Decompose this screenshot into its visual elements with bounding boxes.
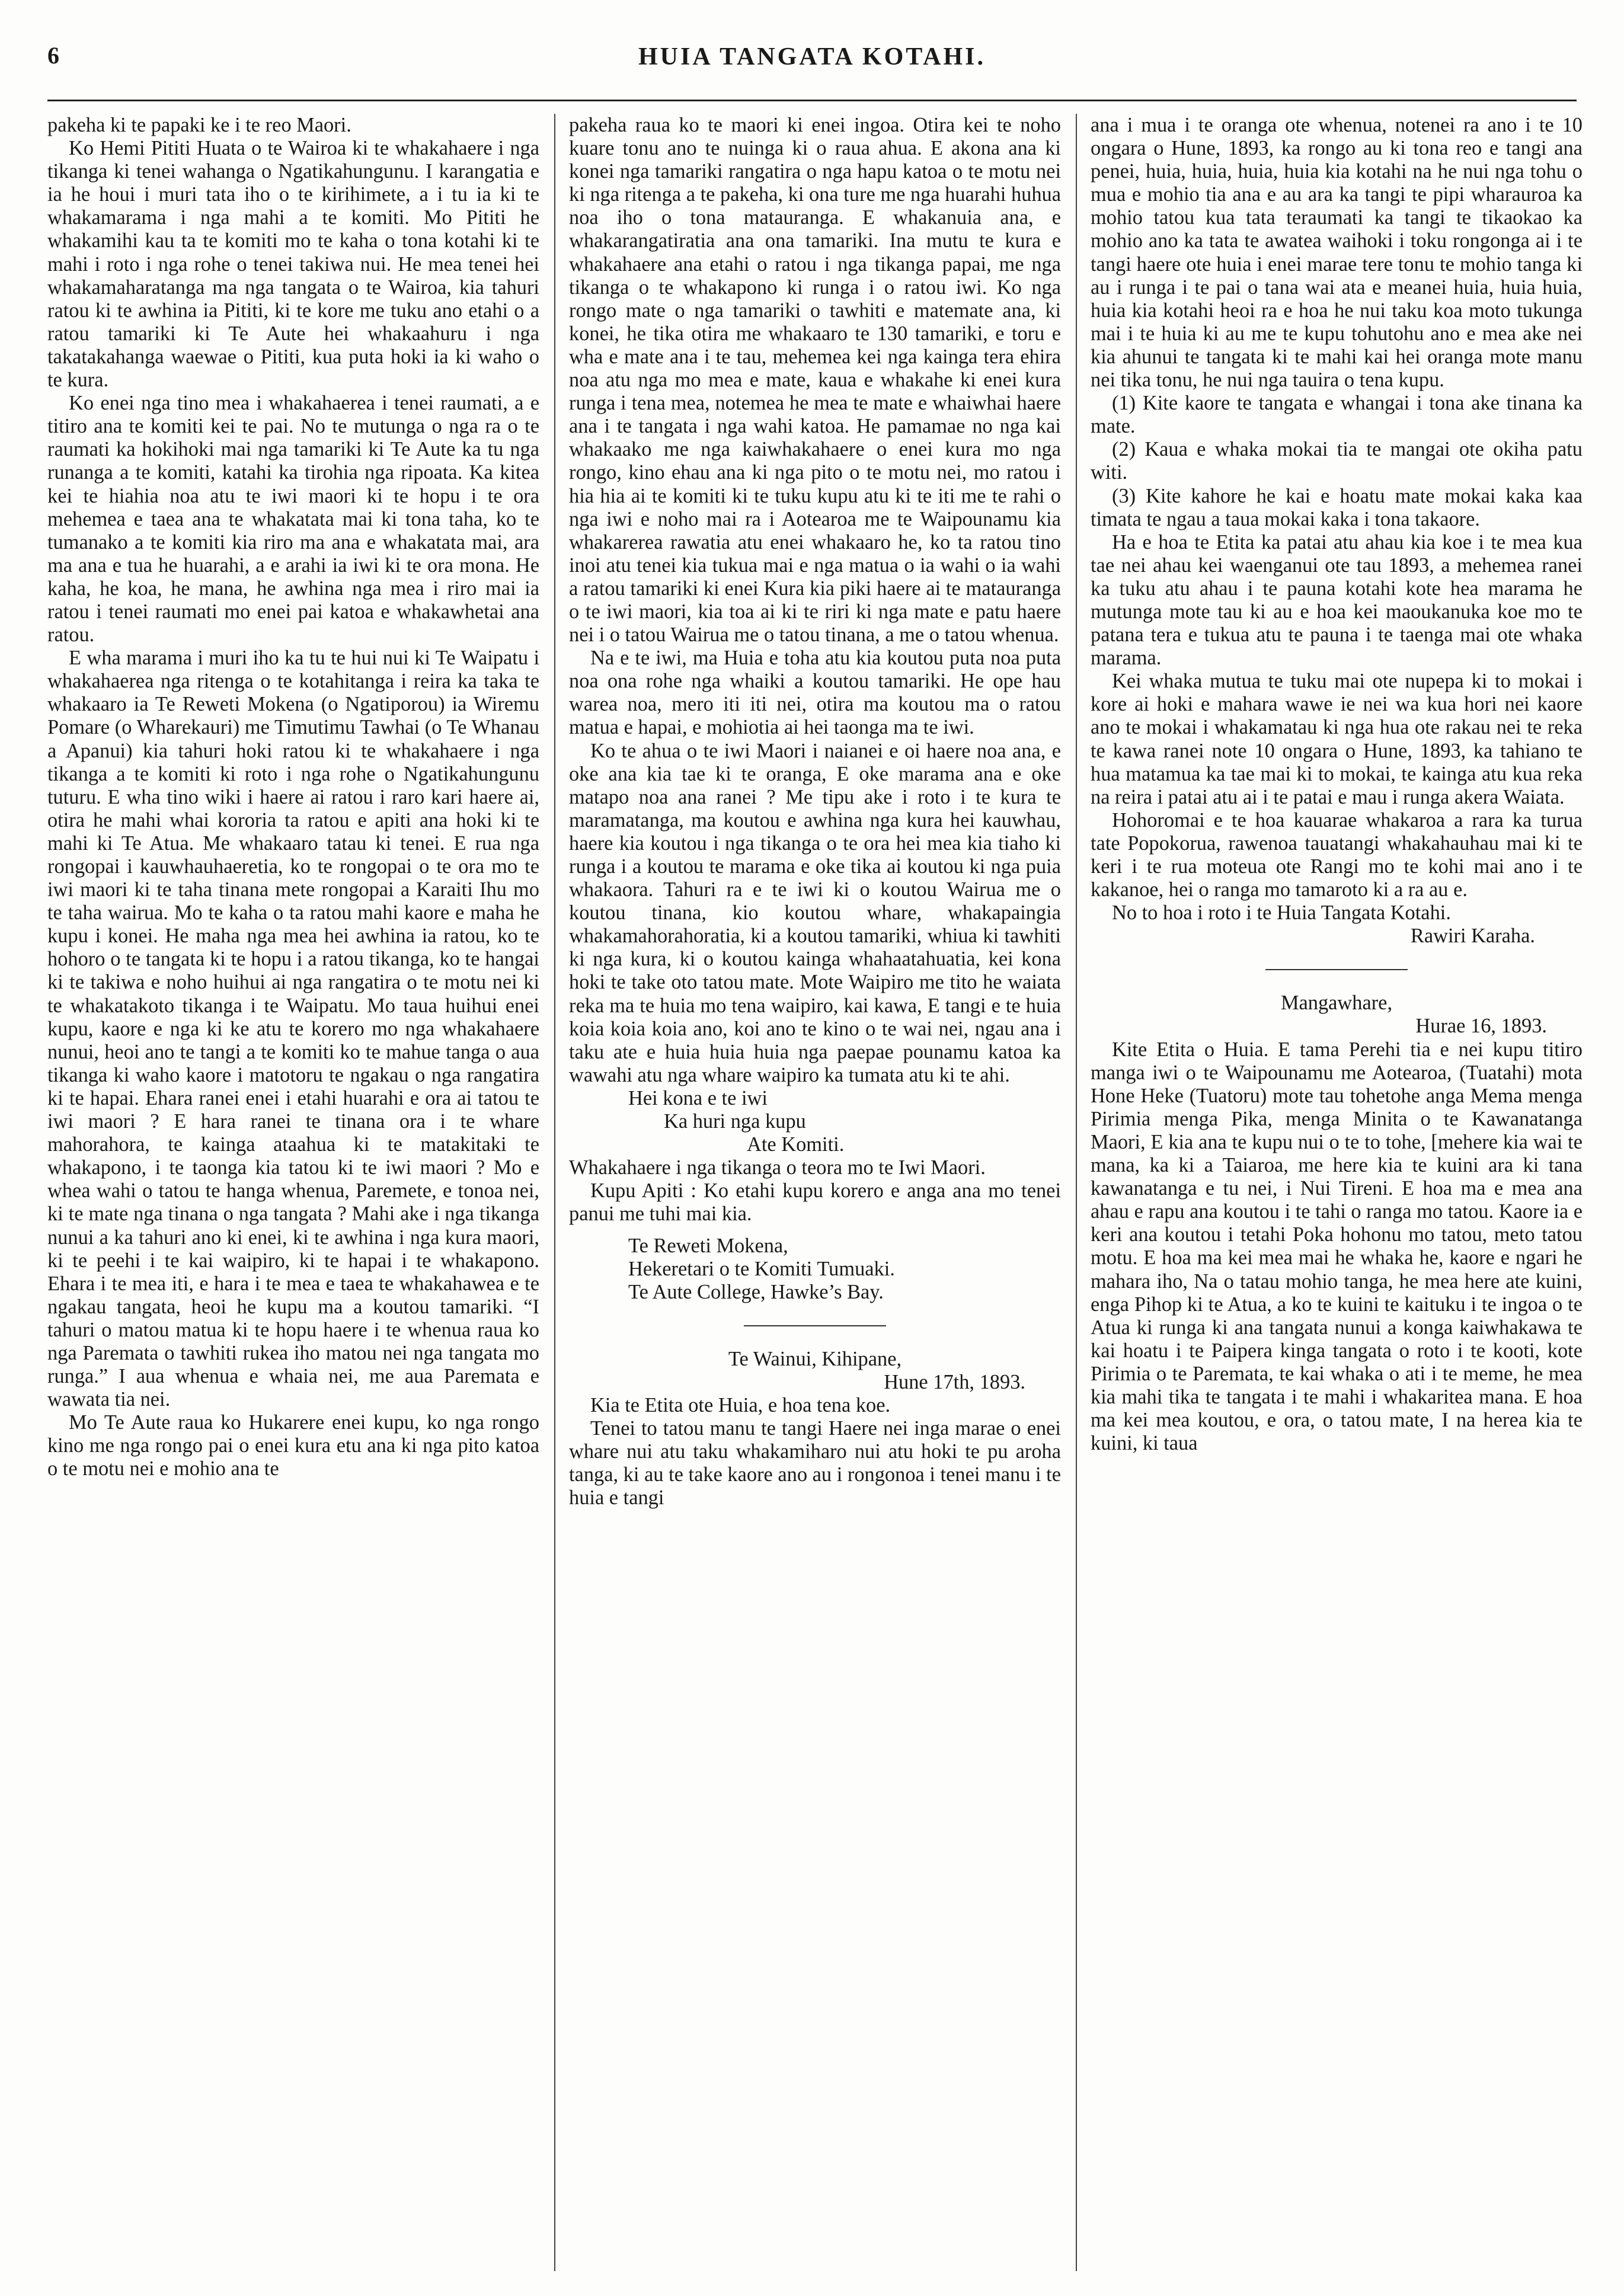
dateline: Te Wainui, Kihipane, — [728, 1347, 902, 1370]
signature-line: Hekeretari o te Komiti Tumuaki. — [628, 1257, 895, 1280]
page-header — [47, 36, 1577, 95]
article-paragraph: No to hoa i roto i te Huia Tangata Kotahi. — [1112, 901, 1451, 925]
article-paragraph: Whakahaere i nga tikanga o teora mo te Iwi Maori. — [569, 1156, 986, 1179]
text-column-3 — [1091, 114, 1583, 2271]
article-paragraph: pakeha ki te papaki ke i te reo Maori. — [47, 114, 351, 136]
signature-line: Te Aute College, Hawke’s Bay. — [628, 1280, 884, 1303]
text-column-2 — [569, 114, 1061, 2271]
header-rule — [47, 100, 1577, 101]
article-paragraph: Kia te Etita ote Huia, e hoa tena koe. — [590, 1393, 891, 1416]
article-paragraph: (3) Kite kahore he kai e hoatu mate mokai kaka kaa timata te ngau a taua mokai kaka i tona takaore. — [1091, 484, 1583, 530]
verse-line: Ate Komiti. — [747, 1133, 845, 1156]
column-rule-left — [554, 114, 555, 2271]
article-paragraph: E wha marama i muri iho ka tu te hui nui ki Te Waipatu i whakahaerea nga ritenga o te kotahitanga i reira ka taka te whakaaro ia Te Reweti Mokena (o Ngatiporou) ia Wiremu Pomare (o Wharekauri) me Timutimu Tawhai (o Te Whanau a Apanui) kia tahuri hoki ratou ki te whakahaere i nga tikanga a te komiti ki roto i nga rohe o Ngatikahungunu tuturu. E wha tino wiki i haere ai ratou i raro kari haere ai, otira he mahi whai kororia ta ratou e apiti ana hoki ki te mahi ki Te Atua. Me whakaaro tatau ki tenei. E rua nga rongopai i kauwhauhaeretia, ko te rongopai o te ora mo te iwi maori ki te taha tinana mete rongopai a Karaiti Ihu mo te taha wairua. Mo te kaha o ta ratou mahi kaore e maha he kupu i konei. He maha nga mea hei awhina ia ratou, ko te hohoro o te tangata ki te hopu i a ratou tikanga, ko te hangai ki te takiwa e noho huihui ai nga rangatira o te motu nei ki te whakatakoto tikanga i te Waipatu. Mo taua huihui enei kupu, kaore e nga ki ke atu te korero mo nga whakahaere nunui, heoi ano te tangi a te komiti ko te mahue tanga o aua tikanga ki waho kaore i matotoru te ngakau o nga rangatira ki te hapai. Ehara ranei enei i etahi huarahi e ora ai tatou te iwi maori ? E hara ranei te tinana ora i te whare mahorahora, te kainga ataahua ki te matakitaki te whakapono, i te taonga kia tatou ki te iwi maori ? Mo e whea wahi o tatou te hanga whenua, Paremete, e tonoa nei, ki te mate nga tinana o nga tangata ? Mahi ake i nga tikanga nunui a ka tahuri ano ki enei, ki te awhina i nga kura maori, ki te peehi i te kai waipiro, ki te hapai i te whakapono. Ehara i te mea iti, e hara i te mea e taea te whakahawea e te ngakau tangata, heoi he kupu ma a koutou tamariki. “I tahuri o matou matua ki te hopu haere i te whenua raua ko nga Paremata o tawhiti rukea iho matou nei nga tangata mo runga.” I aua whenua e whaia nei, me aua Paremata e wawata tia nei. — [47, 647, 539, 1411]
dateline: Hurae 16, 1893. — [1415, 1015, 1547, 1038]
section-divider — [744, 1325, 886, 1326]
article-paragraph: Kei whaka mutua te tuku mai ote nupepa ki to mokai i kore ai hoki e mahara wawe ie nei wa kua hori nei kaore ano te mokai i whakamatau ki nga hua ote rakau nei te reka te kawa ranei note 10 ongara o Hune, 1893, ka tahiano te hua matamua ka tae mai ki to mokai, te kainga atu kua reka na reira i patai atu ai i te patai e mau i runga akera Waiata. — [1091, 670, 1583, 808]
article-paragraph: pakeha raua ko te maori ki enei ingoa. Otira kei te noho kuare tonu ano te nuinga ki o raua ahua. E akona ana ki konei nga tamariki rangatira o nga hapu katoa o te motu nei ki nga ritenga a te pakeha, ki ona ture me nga huarahi huhua noa iho o tona matauranga. E whakanuia ana, e whakarangatiratia ana ona tamariki. Ina mutu te kura e whakahaere ana etahi o ratou i nga tikanga papai, me nga tikanga o te whakapono ki runga i o ratou iwi. Ko nga rongo mate o nga tamariki o tawhiti e matemate ana, ki konei, he tika otira me whakaaro te 130 tamariki, e toru e wha e mate ana i te tau, mehemea kei nga kainga tera ehira noa atu nga mo mea e mate, kaua e whakahe ki enei kura runga i tena mea, notemea he mea te mate e whaiwhai haere ana i te tangata i nga wahi katoa. He pamamae no nga kai whakaako me nga kaiwhakahaere o enei kura mo nga rongo, kino ehau ana ki nga pito o te motu nei, mo ratou i hia hia ai te komiti ki te tuku kupu atu ki te iti me te rahi o nga iwi e noho mai ra i Aotearoa me te Waipounamu kia whakarerea rawatia atu enei whakaaro he, ko ta ratou tino inoi atu tenei kia tukua mai e nga matua o ia wahi o ia wahi a ratou tamariki ki enei Kura kia piki haere ai te matauranga o te iwi maori, kia toa ai ki te riri ki nga mate e patu haere nei i o tatou Wairua me o tatou tinana, a me o tatou whenua. — [569, 114, 1061, 647]
article-paragraph: Ko te ahua o te iwi Maori i naianei e oi haere noa ana, e oke ana kia tae ki te oranga, E oke marama ana e oke matapo noa ana ranei ? Me tipu ake i roto i te kura te maramatanga, ma koutou e awhina nga kura hei kauwhau, haere kia koutou i nga tikanga o te ora hei mea kia tiaho ki runga i a koutou te marama e oke tika ai koutou ki nga puia whakaora. Tahuri ra e te iwi ki o koutou Wairua me o koutou tinana, kio koutou whare, whakapaingia whakamahorahoratia, ki a koutou tamariki, whiua ki tawhiti ki nga kura, ki o koutou kainga whahaatahuatia, kei kona hoki te take oto tatou mate. Mote Waipiro me tito he waiata reka ma te huia mo tena waipiro, kai kawa, E tangi e te huia koia koia koia ano, koi ano te kino o te wai nei, ngau ana i taku ate e huia huia huia nga paepae pounamu katoa ka wawahi atu nga whare waipiro ka tumata atu ki te ahi. — [569, 739, 1061, 1086]
article-paragraph: (2) Kaua e whaka mokai tia te mangai ote okiha patu witi. — [1091, 438, 1583, 484]
running-title: HUIA TANGATA KOTAHI. — [638, 43, 986, 71]
verse-line: Ka huri nga kupu — [664, 1110, 806, 1133]
text-column-1 — [47, 114, 539, 2271]
verse-line: Hei kona e te iwi — [628, 1086, 768, 1109]
article-paragraph: Mo Te Aute raua ko Hukarere enei kupu, ko nga rongo kino me nga rongo pai o enei kura etu ana ki nga pito katoa o te motu nei e mohio ana te — [47, 1411, 539, 1480]
dateline: Hune 17th, 1893. — [884, 1370, 1025, 1393]
page-number: 6 — [47, 42, 59, 69]
article-paragraph: (1) Kite kaore te tangata e whangai i tona ake tinana ka mate. — [1091, 392, 1583, 438]
section-divider — [1265, 969, 1408, 970]
signature-line: Rawiri Karaha. — [1410, 925, 1535, 948]
article-paragraph: Na e te iwi, ma Huia e toha atu kia koutou puta noa puta noa ona rohe nga whaiki a koutou tamariki. He ope hau warea noa, mero iti iti nei, otira ma koutou ma o ratou matua e hapai, e mohiotia ai hei taonga ma te iwi. — [569, 647, 1061, 739]
column-rule-right — [1076, 114, 1077, 2271]
article-paragraph: Kupu Apiti : Ko etahi kupu korero e anga ana mo tenei panui me tuhi mai kia. — [569, 1179, 1061, 1226]
article-paragraph: Ko enei nga tino mea i whakahaerea i tenei raumati, a e titiro ana te komiti kei te pai. No te mutunga o nga ra o te raumati ka hokihoki mai nga tamariki ki Te Aute ka tu nga runanga a te komiti, katahi ka tirohia nga ripoata. Ka kitea kei te hiahia noa atu te iwi maori ki te hopu i te ora mehemea e taea ana te whakatata mai ki tona taha, ko te tumanako a te komiti kia riro ma ana e whakatata mai, ara ma ana e tua he huarahi, a e arahi ia iwi ki te ora mona. He kaha, he koa, he mana, he awhina nga mea i riro mai ia ratou i tenei raumati mo enei pai katoa e whakawhetai ana ratou. — [47, 392, 539, 647]
signature-line: Te Reweti Mokena, — [628, 1234, 788, 1257]
article-paragraph: ana i mua i te oranga ote whenua, notenei ra ano i te 10 ongara o Hune, 1893, ka rongo au ki tona reo e tangi ana penei, huia, huia, huia, huia kia kotahi na he nui nga tohu o mua e mohio tia ana e au ara ka tangi te pipi wharauroa ka mohio tatou kua tata teraumati ka tangi te tikaokao ka mohio ano ka tata te awatea waihoki i toku rongonga ai i te tangi haere ote huia i enei marae tere tonu te mohio tanga ki au i runga i te pai o tana wai ata e meanei huia, huia huia, huia kia kotahi heoi ra e hoa he nui taku koa moto tukunga mai i te huia ki au me te kupu tohutohu ano e mea ake nei kia ahunui te tangata ki te mahi kai hei oranga mote manu nei tika tonu, he nui nga tauira o tena kupu. — [1091, 114, 1583, 392]
article-paragraph: Hohoromai e te hoa kauarae whakaroa a rara ka turua tate Popokorua, rawenoa tauatangi whakahauhau mai ki te keri i te rua moteua ote Rangi mo te kohi mai ano i te kakanoe, hei o ranga mo tamaroto ki a ra au e. — [1091, 808, 1583, 901]
article-paragraph: Ko Hemi Pititi Huata o te Wairoa ki te whakahaere i nga tikanga ki tenei wahanga o Ngatikahungunu. I karangatia e ia he houi i muri tata iho o te kirihimete, a i tu ia ki te whakamarama i nga mahi a te komiti. Mo Pititi he whakamihi kau ta te komiti mo te kaha o tona kotahi ki te mahi i roto i nga rohe o tenei takiwa nui. He mea tenei hei whakamaharatanga ma nga tangata o te Wairoa, kia tahuri ratou ki te awhina ia Pititi, ki te kore me tuku ano etahi o a ratou tamariki ki Te Aute hei whakaahuru i nga takatakahanga waewae o Pititi, kua puta hoki ia ki waho o te kura. — [47, 137, 539, 392]
spacer — [569, 1226, 1061, 1235]
article-paragraph: Tenei to tatou manu te tangi Haere nei inga marae o enei whare nui atu taku whakamiharo nui atu hoki te pu aroha tanga, ki au te take kaore ano au i rongonoa i tenei manu i te huia e tangi — [569, 1417, 1061, 1510]
article-paragraph: Ha e hoa te Etita ka patai atu ahau kia koe i te mea kua tae nei ahau kei waenganui ote tau 1893, a mehemea ranei ka tuku atu ahau i te pauna kotahi kote hea marama he mutunga mote tau ki au e hoa kei maoukanuka koe mo te patana tera e tukua atu te pauna i te taenga mai ote whaka marama. — [1091, 530, 1583, 670]
article-paragraph: Kite Etita o Huia. E tama Perehi tia e nei kupu titiro manga iwi o te Waipounamu me Aotearoa, (Tuatahi) mota Hone Heke (Tuatoru) mote tau tohetohe anga Mema menga Pirimia menga Pika, menga Minita o te Kawanatanga Maori, E kia ana te kupu nui o te to tohe, [mehere kia wai te mana, ka ki a Taiaroa, me here kia te kuini ara ki tana kawanatanga e tu nei, i Nui Tireni. E hoa ma e mea ana ahau e rapu ana koutou i te tahi o ranga mo tatou. Kaore ia e keri ana koutou i tetahi Poka hohonu mo tatou, meto tatou motu. E hoa ma kei mea mai he whaka he, kaore e ngari he mahara iho, Na o tatau mohio tanga, he mea here ate kuini, enga Pihop ki te Atua, a ko te kuini te kaituku i te ingoa o te Atua ki runga ki ana tangata nunui a konga kaiwhakawa te kai hoatu i te Paipera kinga tangata o roto i te kooti, kote Pirimia o te Paremata, te kai whaka o ati i te meme, he mea kia mahi tika te tangata i te mahi i whakaritea mana. E hoa ma kei mea koutou, e ora, o tatou mate, I na herea kia te kuini, ki taua — [1091, 1038, 1583, 1455]
dateline: Mangawhare, — [1280, 992, 1393, 1015]
